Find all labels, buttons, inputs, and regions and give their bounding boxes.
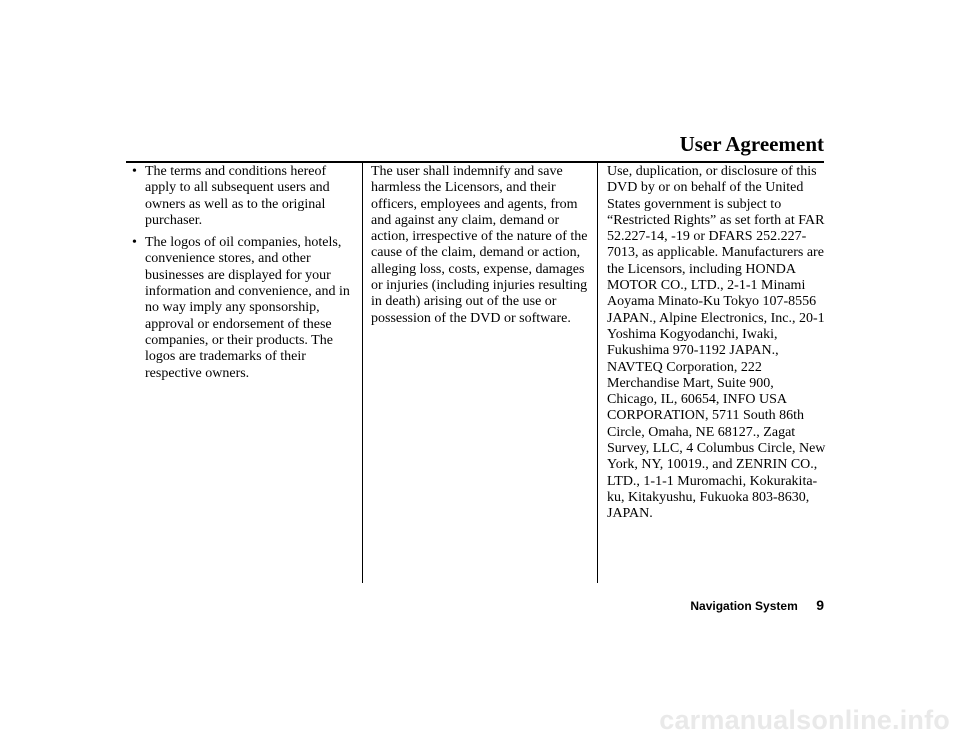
bullet-icon: • [132, 164, 137, 179]
list-item [128, 164, 356, 229]
bullet-list [128, 164, 356, 382]
list-item-text: The terms and conditions hereof apply to all subsequent users and owners as well as to the original purchaser. [145, 164, 330, 228]
title-divider [126, 161, 824, 163]
list-item-text: The logos of oil companies, hotels, convenience stores, and other businesses are displayed for your information and convenience, and in no way imply any sponsorship, approval or endorsement of these companies, or their products. The logos are trademarks of their respective owners. [145, 235, 350, 381]
restricted-rights-paragraph: Use, duplication, or disclosure of this DVD by or on behalf of the United States government is subject to “Restricted Rights” as set forth at FAR 52.227-14, -19 or DFARS 252.227-7013, as applicable. Manufacturers are the Licensors, including HONDA MOTOR CO., LTD., 2-1-1 Minami Aoyama Minato-Ku Tokyo 107-8556 JAPAN., Alpine Electronics, Inc., 20-1 Yoshima Kogyodanchi, Iwaki, Fukushima 970-1192 JAPAN., NAVTEQ Corporation, 222 Merchandise Mart, Suite 900, Chicago, IL, 60654, INFO USA CORPORATION, 5711 South 86th Circle, Omaha, NE 68127., Zagat Survey, LLC, 4 Columbus Circle, New York, NY, 10019., and ZENRIN CO., LTD., 1-1-1 Muromachi, Kokurakita-ku, Kitakyushu, Fukuoka 803-8630, JAPAN. [607, 164, 826, 522]
indemnify-paragraph: The user shall indemnify and save harmless the Licensors, and their officers, employees and agents, from and against any claim, demand or action, irrespective of the nature of the cause of the claim, demand or action, alleging loss, costs, expense, damages or injuries (including injuries resulting in death) arising out of the use or possession of the DVD or software. [371, 164, 588, 326]
bullet-icon: • [132, 235, 137, 251]
column-right [607, 164, 827, 523]
page-title: User Agreement [679, 132, 824, 156]
column-left [128, 164, 356, 388]
footer-section-title: Navigation System [690, 599, 798, 613]
column-divider-right [597, 163, 598, 583]
watermark: carmanualsonline.info [659, 705, 950, 735]
page-footer [690, 596, 824, 615]
page-number: 9 [816, 597, 824, 613]
list-item [128, 235, 356, 382]
column-middle [371, 164, 591, 327]
column-divider-left [362, 163, 363, 583]
